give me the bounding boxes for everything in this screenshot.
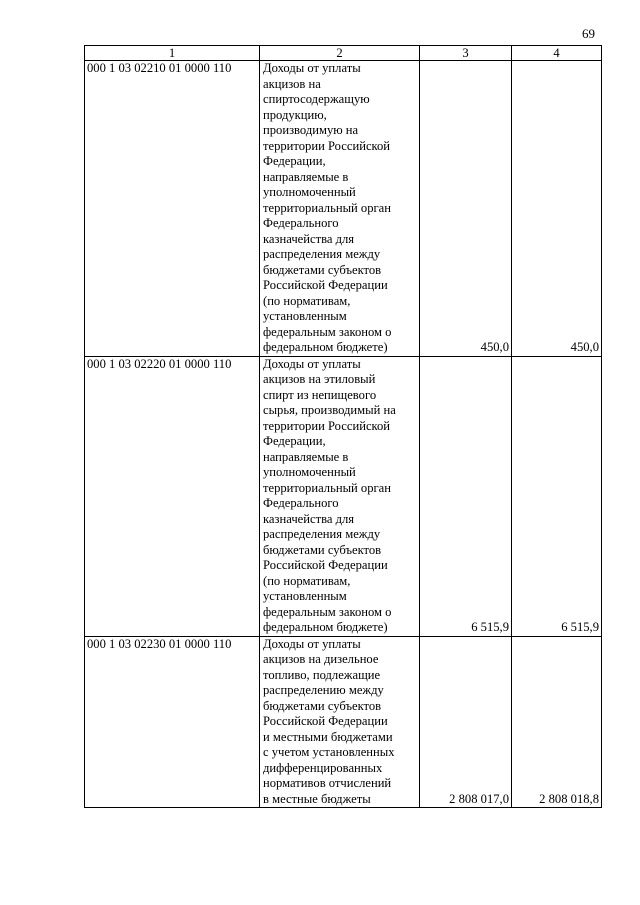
description-line: Федерации, — [263, 434, 326, 448]
description-line: акцизов на дизельное — [263, 652, 379, 666]
description-line: в местные бюджеты — [263, 791, 371, 806]
description-line: направляемые в — [263, 449, 349, 464]
amount-column-3: 450,0 — [420, 61, 512, 357]
description-line: федеральным законом о — [263, 324, 392, 339]
table-row — [85, 356, 602, 636]
description-line: Федерального — [263, 496, 339, 510]
description-line: Федерального — [263, 216, 339, 230]
description-line: Федерации, — [263, 154, 326, 168]
page-number: 69 — [582, 26, 595, 41]
description-line: производимую на — [263, 123, 359, 137]
description-line: казначейства для — [263, 511, 355, 526]
budget-code: 000 1 03 02230 01 0000 110 — [85, 636, 260, 808]
amount-column-3: 6 515,9 — [420, 356, 512, 636]
description-line: установленным — [263, 309, 347, 323]
income-description — [260, 636, 420, 808]
description-line: с учетом установленных — [263, 745, 395, 759]
description-line: территории Российской — [263, 418, 391, 433]
description-line: спиртосодержащую — [263, 92, 370, 106]
description-line: Российской Федерации — [263, 714, 388, 728]
description-line: сырья, производимый на — [263, 403, 396, 417]
description-line: территориальный орган — [263, 200, 392, 215]
description-line: Российской Федерации — [263, 558, 388, 572]
description-line: территории Российской — [263, 138, 391, 153]
description-line: установленным — [263, 589, 347, 603]
description-line: акцизов на — [263, 76, 321, 91]
description-line: Доходы от уплаты — [263, 61, 361, 75]
amount-column-4: 6 515,9 — [512, 356, 602, 636]
amount-column-3: 2 808 017,0 — [420, 636, 512, 808]
description-line: уполномоченный — [263, 465, 356, 479]
description-line: продукцию, — [263, 107, 327, 122]
income-description — [260, 61, 420, 357]
table-row — [85, 636, 602, 808]
description-line: бюджетами субъектов — [263, 542, 382, 557]
description-line: федеральным законом о — [263, 604, 392, 619]
description-line: территориальный орган — [263, 480, 392, 495]
description-line: топливо, подлежащие — [263, 667, 381, 682]
table-header-row — [85, 46, 602, 61]
budget-code: 000 1 03 02220 01 0000 110 — [85, 356, 260, 636]
amount-column-4: 450,0 — [512, 61, 602, 357]
description-line: федеральном бюджете) — [263, 620, 388, 634]
description-line: бюджетами субъектов — [263, 262, 382, 277]
income-description — [260, 356, 420, 636]
column-header-4: 4 — [512, 46, 602, 61]
description-line: спирт из непищевого — [263, 387, 377, 402]
description-line: Российской Федерации — [263, 278, 388, 292]
description-line: казначейства для — [263, 231, 355, 246]
description-line: направляемые в — [263, 169, 349, 184]
description-line: бюджетами субъектов — [263, 698, 382, 713]
budget-code: 000 1 03 02210 01 0000 110 — [85, 61, 260, 357]
description-line: Доходы от уплаты — [263, 636, 361, 651]
description-line: Доходы от уплаты — [263, 356, 361, 371]
column-header-3: 3 — [420, 46, 512, 61]
column-header-1: 1 — [85, 46, 260, 61]
description-line: распределения между — [263, 527, 381, 541]
description-line: (по нормативам, — [263, 573, 351, 588]
column-header-2: 2 — [260, 46, 420, 61]
description-line: федеральном бюджете) — [263, 340, 388, 354]
description-line: и местными бюджетами — [263, 729, 393, 744]
description-line: распределения между — [263, 247, 381, 261]
description-line: акцизов на этиловый — [263, 372, 376, 386]
description-line: (по нормативам, — [263, 293, 351, 308]
amount-column-4: 2 808 018,8 — [512, 636, 602, 808]
description-line: нормативов отчислений — [263, 776, 392, 790]
description-line: уполномоченный — [263, 185, 356, 199]
description-line: дифференцированных — [263, 760, 383, 775]
description-line: распределению между — [263, 683, 384, 697]
table-row — [85, 61, 602, 357]
budget-table — [84, 45, 602, 808]
